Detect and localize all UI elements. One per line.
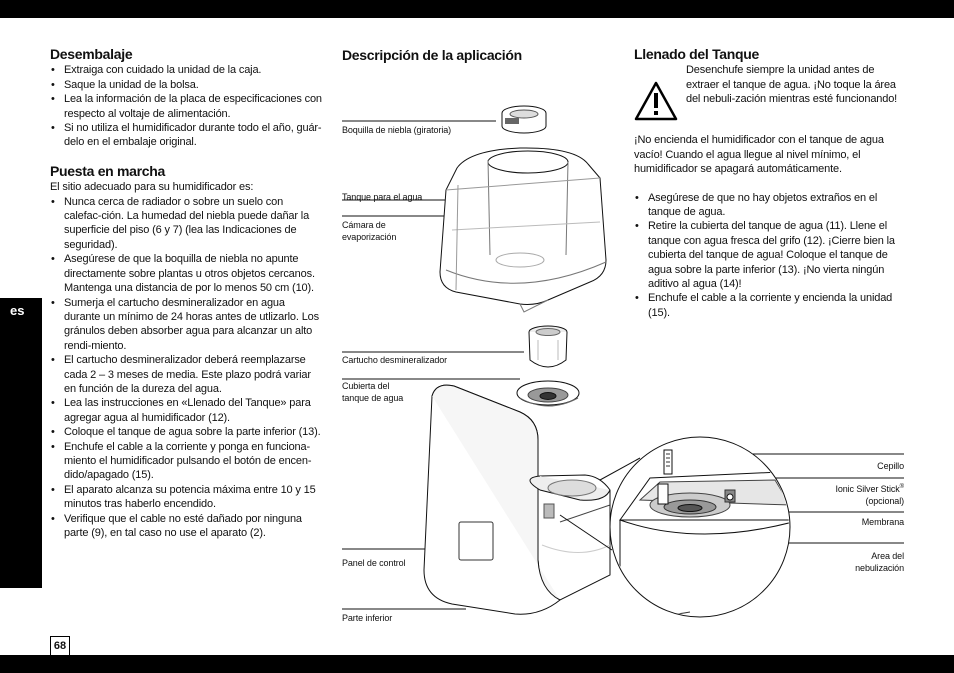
- list-item: • Sumerja el cartucho desmineralizador en agua durante un mínimo de 24 horas antes de utlizarlo. Los gránulos deben absorber agua para alcanzar un alto rendi-miento.: [50, 296, 322, 354]
- heading-descripcion: Descripción de la aplicación: [342, 47, 522, 63]
- label-membrana: Membrana: [861, 517, 904, 527]
- detail-magnifier-illustration: [560, 437, 800, 640]
- label-area: [855, 550, 904, 574]
- warning-block: [634, 63, 906, 125]
- list-item: • Verifique que el cable no esté dañado por ninguna parte (9), en tal caso no use el aparato (2).: [50, 512, 322, 541]
- warning-text: Desenchufe siempre la unidad antes de extraer el tanque de agua. ¡No toque la área del nebuli-zación mientras esté funcionando!: [686, 64, 898, 106]
- label-cubierta-line1: Cubierta del: [342, 381, 390, 391]
- list-item: • Nunca cerca de radiador o sobre un suelo con calefac-ción. La humedad del niebla puede dañar la superficie del piso (6 y 7) (lea las Indicaciones de seguridad).: [50, 195, 322, 253]
- list-item: • Asegúrese de que no hay objetos extraños en el tanque de agua.: [634, 191, 906, 220]
- heading-puesta-en-marcha: Puesta en marcha: [50, 162, 166, 179]
- column-llenado: [634, 47, 906, 320]
- list-item: • Enchufe el cable a la corriente y encienda la unidad (15).: [634, 291, 906, 320]
- water-tank-illustration: [440, 148, 606, 312]
- label-ionic-sup: ®: [899, 484, 904, 490]
- cartridge-illustration: [529, 326, 567, 367]
- heading-llenado: Llenado del Tanque: [634, 46, 760, 62]
- label-camara: [342, 219, 396, 243]
- label-parte: Parte inferior: [342, 613, 393, 623]
- list-item: • Lea la información de la placa de especificaciones con respecto al voltaje de alimentación.: [50, 92, 322, 121]
- label-cubierta: [342, 380, 403, 404]
- tank-cover-illustration: [517, 381, 579, 406]
- label-ionic-line2: (opcional): [865, 496, 904, 506]
- list-item: • El aparato alcanza su potencia máxima entre 10 y 15 minutos tras haberlo encendido.: [50, 483, 322, 512]
- page-number: 68: [50, 636, 70, 655]
- label-area-line2: nebulización: [855, 563, 904, 573]
- list-item: • Enchufe el cable a la corriente y ponga en funciona-miento el humidificador pulsando el botón de encen-dido/apagado (15).: [50, 440, 322, 483]
- list-llenado: [634, 191, 906, 321]
- heading-desembalaje: Desembalaje: [50, 46, 133, 62]
- list-item: • Asegúrese de que la boquilla de niebla no apunte directamente sobre plantas u otros objetos cercanos. Mantenga una distancia de por lo menos 50 cm (10).: [50, 252, 322, 295]
- list-item: • Saque la unidad de la bolsa.: [50, 78, 322, 92]
- label-ionic-line1: Ionic Silver Stick: [835, 484, 900, 494]
- paragraph-no-encienda: ¡No encienda el humidificador con el tanque de agua vacío! Cuando el agua llegue al nivel mínimo, el humidificador se apagará automáticamente.: [634, 134, 884, 176]
- base-unit-illustration: [424, 385, 610, 614]
- list-item: • Coloque el tanque de agua sobre la parte inferior (13).: [50, 425, 322, 439]
- label-ionic: [835, 481, 904, 507]
- label-boquilla: Boquilla de niebla (giratoria): [342, 125, 452, 135]
- label-camara-line1: Cámara de: [342, 220, 386, 230]
- label-panel: Panel de control: [342, 558, 406, 568]
- label-cepillo: Cepillo: [877, 461, 904, 471]
- label-cartucho: Cartucho desmineralizador: [342, 355, 448, 365]
- label-cubierta-line2: tanque de agua: [342, 393, 404, 403]
- list-item: • El cartucho desmineralizador deberá reemplazarse cada 2 – 3 meses de media. Este plazo podrá variar en función de la dureza del agua.: [50, 353, 322, 396]
- label-tanque: Tanque para el agua: [342, 192, 423, 202]
- list-item: • Si no utiliza el humidificador durante todo el año, guár-delo en el embalaje original.: [50, 121, 322, 150]
- language-code: es: [10, 303, 25, 318]
- list-item: • Extraiga con cuidado la unidad de la caja.: [50, 63, 322, 77]
- label-area-line1: Area del: [871, 551, 904, 561]
- label-camara-line2: evaporización: [342, 232, 397, 242]
- list-item: • Retire la cubierta del tanque de agua (11). Llene el tanque con agua fresca del grifo (12). ¡Cierre bien la cubierta del tanque de agua! Coloque el tanque de agua sobre la parte inferior (13). ¡No vierta ningún aditivo al agua (14)!: [634, 219, 906, 291]
- mist-nozzle-illustration: [502, 106, 546, 133]
- intro-text: El sitio adecuado para su humidificador es:: [50, 181, 254, 194]
- warning-triangle-icon: [634, 81, 678, 121]
- list-item: • Lea las instrucciones en «Llenado del Tanque» para agregar agua al humidificador (12).: [50, 396, 322, 425]
